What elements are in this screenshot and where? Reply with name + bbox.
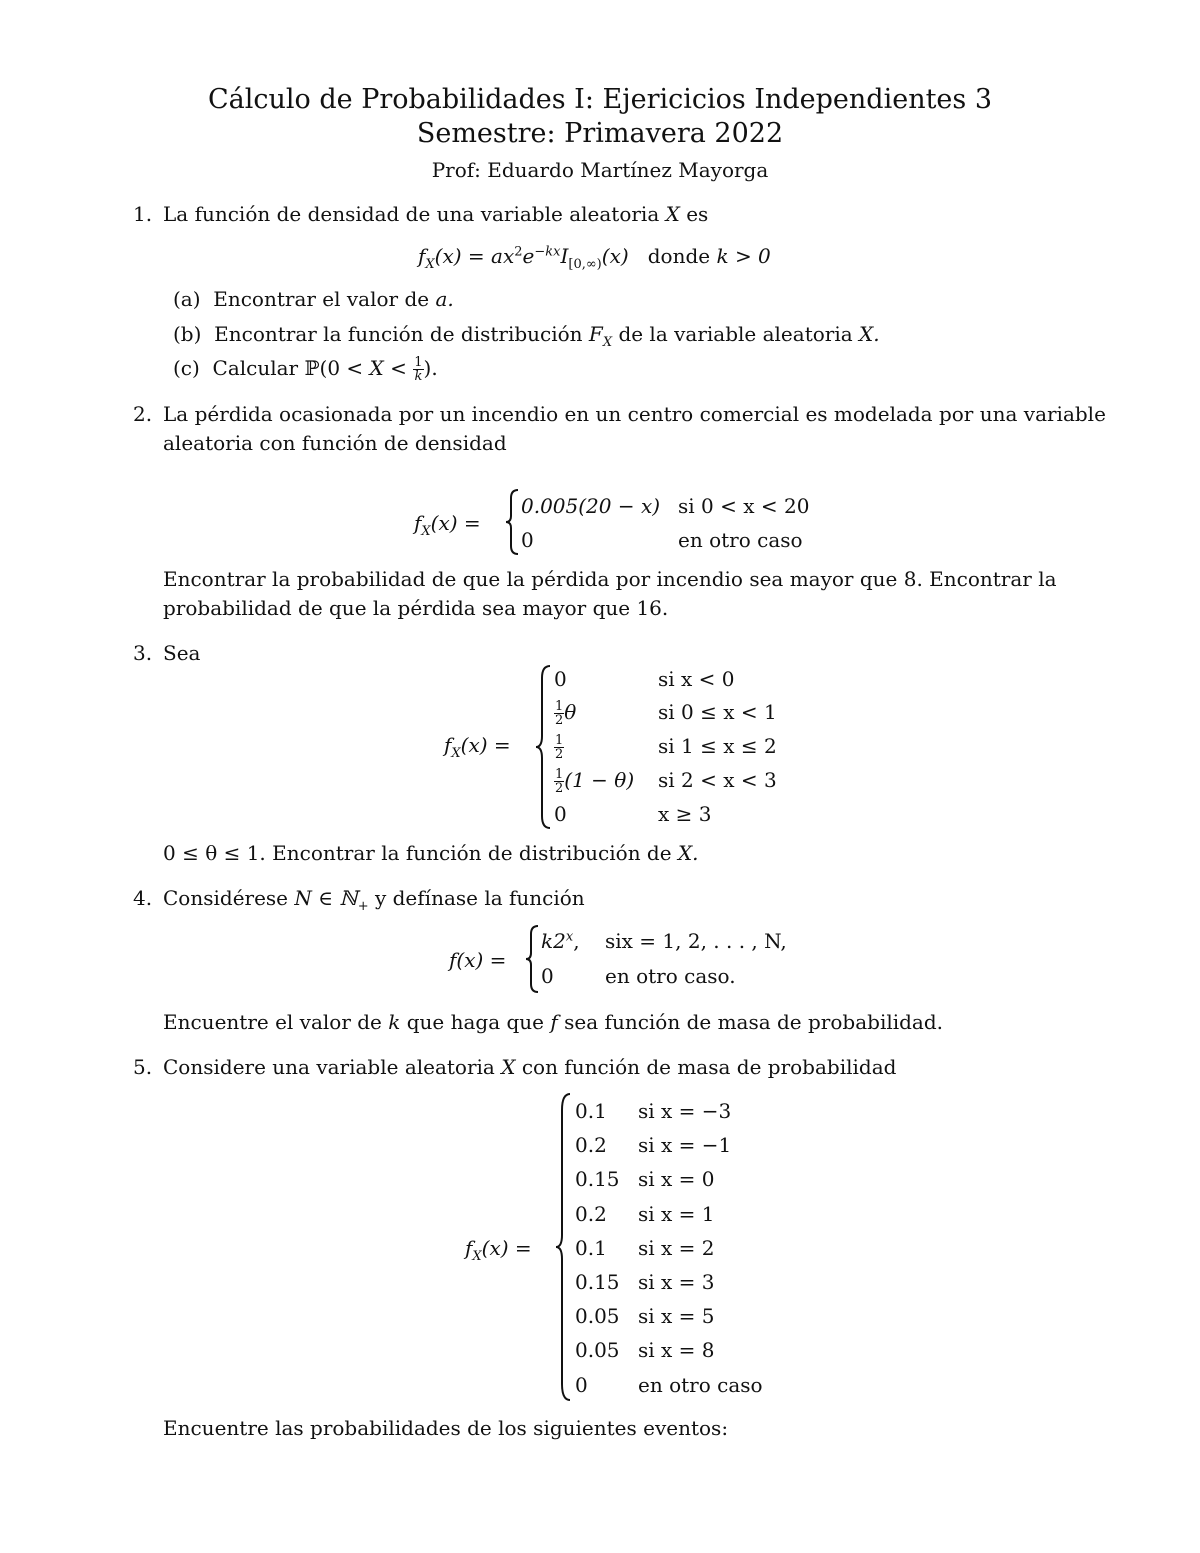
- case-condition: si x = 2: [638, 1235, 715, 1260]
- subitem-a: (a) Encontrar el valor de a.: [173, 287, 454, 311]
- case-condition: si 0 ≤ x < 1: [658, 700, 777, 724]
- brace-icon: [524, 924, 540, 994]
- problem-5-lhs: $f_X(x)$ =: [465, 1236, 532, 1264]
- case-value: $\frac{1}{2}$: [555, 733, 564, 762]
- case-condition: si x = 3: [638, 1270, 715, 1294]
- case-value: 0: [554, 802, 567, 826]
- brace-icon: [554, 1092, 572, 1402]
- problem-4-lhs: f(x) =: [449, 948, 507, 972]
- semester: Semestre: Primavera 2022: [416, 118, 784, 149]
- problem-2-line-1: La pérdida ocasionada por un incendio en un centro comercial es modelada por una variable: [163, 402, 1106, 426]
- problem-3-after: 0 ≤ θ ≤ 1. Encontrar la función de distribución de X.: [163, 841, 699, 865]
- case-value: $\frac{1}{2}$ θ: [555, 699, 577, 728]
- problem-number: 4.: [133, 886, 153, 910]
- case-condition: si x < 0: [658, 667, 735, 691]
- case-value: 0.005(20 − x): [521, 494, 661, 518]
- problem-4-statement: Considérese N ∈ ℕ$_+$ y defínase la función: [163, 886, 585, 914]
- problem-1-formula: $f_X(x) = ax^2e^{-kx}I_{[0,\infty)}(x)$ donde k > 0: [418, 244, 771, 272]
- problem-5-statement: Considere una variable aleatoria X con función de masa de probabilidad: [163, 1055, 897, 1079]
- professor: Prof: Eduardo Martínez Mayorga: [431, 158, 769, 182]
- subitem-b: (b) Encontrar la función de distribución $F_X$ de la variable aleatoria X.: [173, 322, 880, 350]
- problem-3-intro: Sea: [163, 641, 201, 665]
- brace-icon: [504, 488, 520, 556]
- case-condition: si x = 8: [638, 1338, 715, 1363]
- case-value: 0.05: [575, 1338, 620, 1363]
- problem-2-line-2: aleatoria con función de densidad: [163, 431, 507, 455]
- case-value: 0.1: [575, 1235, 607, 1260]
- brace-icon: [534, 664, 552, 830]
- case-condition: en otro caso: [678, 528, 803, 552]
- case-value: 0.15: [575, 1167, 620, 1192]
- problem-1-statement: La función de densidad de una variable aleatoria X es: [163, 202, 709, 226]
- case-condition: en otro caso: [638, 1372, 763, 1397]
- case-condition: si x = 0: [638, 1167, 715, 1192]
- document-title: Cálculo de Probabilidades I: Ejericicios Independientes 3: [207, 84, 993, 115]
- subitem-c: (c) Calcular ℙ(0 < X < $\frac{1}{k}$ ).: [173, 355, 438, 384]
- case-condition: si 1 ≤ x ≤ 2: [658, 734, 777, 758]
- case-value: 0.2: [575, 1133, 607, 1158]
- case-value: 0.1: [575, 1099, 607, 1123]
- case-value: 0: [575, 1372, 588, 1397]
- case-condition: si 2 < x < 3: [658, 768, 777, 792]
- case-value: k2$^x$,: [541, 929, 580, 953]
- case-condition: si x = −3: [638, 1099, 732, 1123]
- case-condition: si x = −1: [638, 1133, 732, 1158]
- problem-number: 2.: [133, 402, 153, 426]
- case-condition: six = 1, 2, . . . , N,: [605, 929, 787, 953]
- case-value: 0.2: [575, 1201, 607, 1226]
- case-value: 0.15: [575, 1270, 620, 1294]
- problem-2-after-2: probabilidad de que la pérdida sea mayor que 16.: [163, 596, 669, 620]
- case-condition: si x = 1: [638, 1201, 715, 1226]
- problem-5-after: Encuentre las probabilidades de los siguientes eventos:: [163, 1416, 729, 1440]
- problem-number: 5.: [133, 1055, 153, 1079]
- problem-number: 1.: [133, 202, 153, 226]
- case-value: 0.05: [575, 1304, 620, 1329]
- case-condition: x ≥ 3: [658, 802, 712, 826]
- case-condition: en otro caso.: [605, 964, 736, 988]
- problem-2-lhs: $f_X(x)$ =: [414, 511, 481, 539]
- case-value: 0: [554, 667, 567, 691]
- case-condition: si 0 < x < 20: [678, 494, 810, 518]
- problem-3-lhs: $f_X(x)$ =: [444, 733, 511, 761]
- problem-4-after: Encuentre el valor de k que haga que f sea función de masa de probabilidad.: [163, 1010, 944, 1034]
- case-value: 0: [521, 528, 534, 552]
- problem-number: 3.: [133, 641, 153, 665]
- case-value: 0: [541, 964, 554, 988]
- problem-2-after-1: Encontrar la probabilidad de que la pérdida por incendio sea mayor que 8. Encontrar la: [163, 567, 1057, 591]
- case-condition: si x = 5: [638, 1304, 715, 1329]
- case-value: $\frac{1}{2}$ (1 − θ): [555, 767, 635, 796]
